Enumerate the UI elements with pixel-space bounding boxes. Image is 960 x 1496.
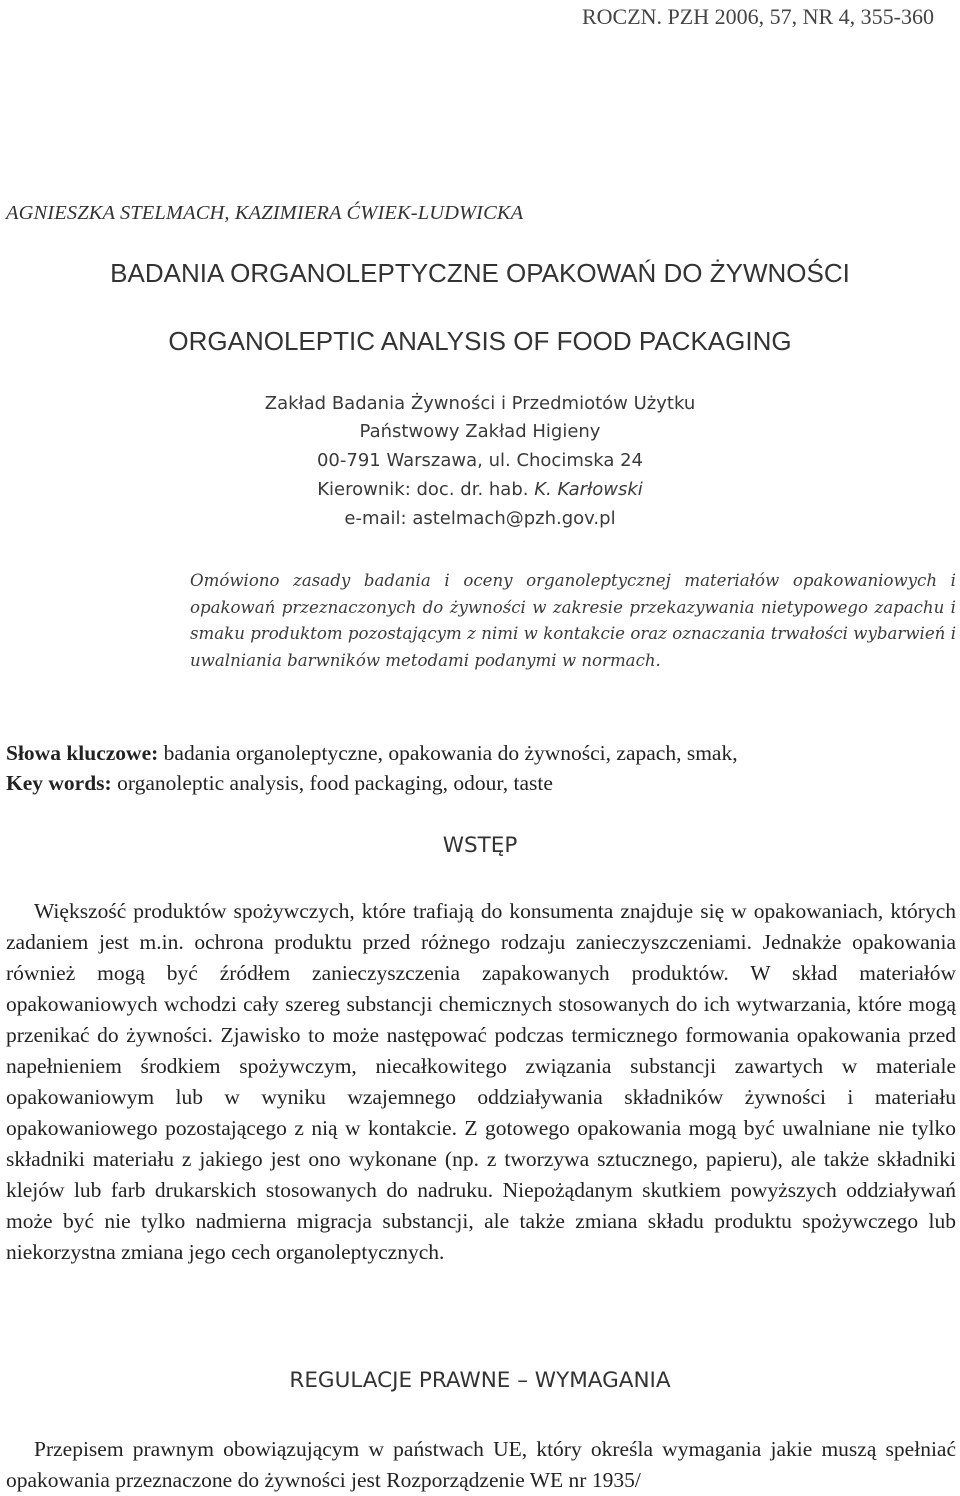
affiliation-department: Zakład Badania Żywności i Przedmiotów Użytku bbox=[264, 393, 696, 414]
keywords-english-text: organoleptic analysis, food packaging, odour, taste bbox=[117, 771, 553, 795]
keywords-english bbox=[6, 771, 553, 796]
section-regulations-text bbox=[6, 1434, 956, 1496]
regulations-paragraph: Przepisem prawnym obowiązującym w państwach UE, który określa wymagania jakie muszą spełniać opakowania przeznaczone do żywności jest Rozporządzenie WE nr 1935/ bbox=[6, 1437, 956, 1492]
affiliation-head bbox=[0, 479, 960, 500]
affiliation-head-label: Kierownik: doc. dr. hab. bbox=[317, 479, 529, 500]
affiliation-institute: Państwowy Zakład Higieny bbox=[359, 421, 601, 442]
title-polish: BADANIA ORGANOLEPTYCZNE OPAKOWAŃ DO ŻYWNOŚCI bbox=[110, 258, 850, 288]
affiliation-address: 00-791 Warszawa, ul. Chocimska 24 bbox=[316, 450, 644, 471]
running-head: ROCZN. PZH 2006, 57, NR 4, 355-360 bbox=[581, 4, 934, 29]
keywords-polish-label: Słowa kluczowe: bbox=[6, 741, 159, 765]
section-heading-regulations: REGULACJE PRAWNE – WYMAGANIA bbox=[289, 1368, 671, 1393]
section-introduction-text bbox=[6, 896, 956, 1268]
affiliation-email: e-mail: astelmach@pzh.gov.pl bbox=[344, 508, 616, 529]
section-heading-introduction: WSTĘP bbox=[442, 833, 518, 858]
abstract: Omówiono zasady badania i oceny organoleptycznej materiałów opakowaniowych i opakowań przeznaczonych do żywności w zakresie przekazywania nietypowego zapachu i smaku produktom pozostającym z nimi w kontakcie oraz oznaczania trwałości wybarwień i uwalniania barwników metodami podanymi w normach. bbox=[190, 571, 956, 670]
affiliation-head-name: K. Karłowski bbox=[534, 479, 643, 500]
keywords-polish bbox=[6, 741, 738, 766]
title-english: ORGANOLEPTIC ANALYSIS OF FOOD PACKAGING bbox=[168, 326, 792, 356]
authors: AGNIESZKA STELMACH, KAZIMIERA ĆWIEK-LUDWICKA bbox=[6, 202, 524, 224]
keywords-polish-text: badania organoleptyczne, opakowania do żywności, zapach, smak, bbox=[163, 741, 738, 765]
keywords-english-label: Key words: bbox=[6, 771, 112, 795]
introduction-paragraph: Większość produktów spożywczych, które trafiają do konsumenta znajduje się w opakowaniach, których zadaniem jest m.in. ochrona produktu przed różnego rodzaju zanieczyszczeniami. Jednakże opakowania również mogą być źródłem zanieczyszczenia zapakowanych produktów. W skład materiałów opakowaniowych wchodzi cały szereg substancji chemicznych stosowanych do ich wytwarzania, które mogą przenikać do żywności. Zjawisko to może następować podczas termicznego formowania opakowania przed napełnieniem środkiem spożywczym, niecałkowitego związania substancji zawartych w materiale opakowaniowym lub w wyniku wzajemnego oddziaływania składników żywności i materiału opakowaniowego pozostającego z nią w kontakcie. Z gotowego opakowania mogą być uwalniane nie tylko składniki materiału z jakiego jest ono wykonane (np. z tworzywa sztucznego, papieru), ale także składniki klejów lub farb drukarskich stosowanych do nadruku. Niepożądanym skutkiem powyższych oddziaływań może być nie tylko nadmierna migracja substancji, ale także zmiana składu produktu spożywczego lub niekorzystna zmiana jego cech organoleptycznych. bbox=[6, 899, 956, 1264]
